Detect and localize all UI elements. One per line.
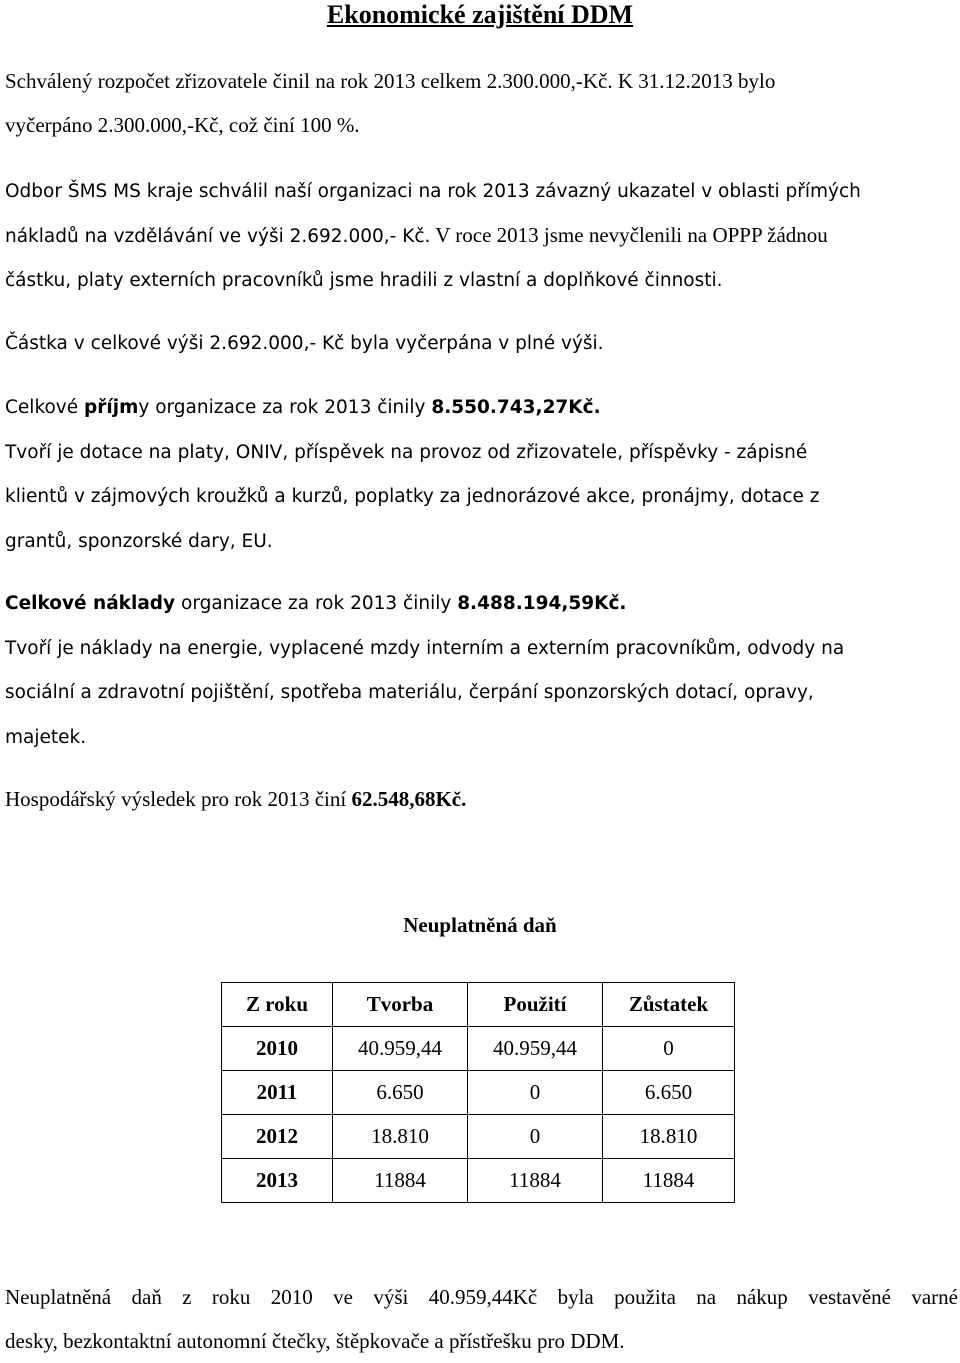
tax-usage-line-1: Neuplatněná daň z roku 2010 ve výši 40.959,44Kč byla použita na nákup vestavěné varné [5, 1276, 958, 1320]
cell-year: 2013 [222, 1159, 333, 1203]
cell-year: 2012 [222, 1115, 333, 1159]
costs-line-2: sociální a zdravotní pojištění, spotřeba materiálu, čerpání sponzorských dotací, opravy, [5, 682, 814, 703]
costs-bold-label: Celkové náklady [5, 593, 175, 614]
paragraph-result [5, 778, 958, 822]
paragraph-tax-usage [5, 1276, 958, 1363]
table-row [222, 1071, 735, 1115]
income-line-1: Tvoří je dotace na platy, ONIV, příspěvek na provoz od zřizovatele, příspěvky - zápisné [5, 442, 807, 463]
budget-line-1: Schválený rozpočet zřizovatele činil na rok 2013 celkem 2.300.000,-Kč. K 31.12.2013 bylo [5, 69, 775, 93]
table-row [222, 1159, 735, 1203]
direct-costs-line-2b: V roce 2013 jsme nevyčlenili na OPPP žádnou [435, 223, 828, 247]
paragraph-direct-costs [5, 169, 958, 303]
cell-balance: 6.650 [603, 1071, 735, 1115]
cell-creation: 11884 [333, 1159, 468, 1203]
tax-table-header-row [222, 983, 735, 1027]
costs-line-3: majetek. [5, 727, 86, 748]
table-row [222, 1027, 735, 1071]
cell-balance: 11884 [603, 1159, 735, 1203]
tax-section-title: Neuplatněná daň [0, 910, 960, 940]
page-title: Ekonomické zajištění DDM [0, 0, 960, 30]
paragraph-budget [5, 60, 958, 147]
cell-creation: 40.959,44 [333, 1027, 468, 1071]
direct-costs-line-1: Odbor ŠMS MS kraje schválil naší organizaci na rok 2013 závazný ukazatel v oblasti přímých [5, 181, 861, 202]
paragraph-income [5, 385, 958, 563]
result-amount: 62.548,68Kč. [351, 787, 466, 811]
direct-costs-line-2a: nákladů na vzdělávání ve výši 2.692.000,- Kč. [5, 226, 430, 247]
income-line-3: grantů, sponzorské dary, EU. [5, 531, 273, 552]
paragraph-costs [5, 581, 958, 759]
table-row [222, 1115, 735, 1159]
tax-usage-line-2: desky, bezkontaktní autonomní čtečky, štěpkovače a přístřešku pro DDM. [5, 1320, 958, 1363]
header-balance: Zůstatek [603, 983, 735, 1027]
costs-after-bold: organizace za rok 2013 činily [175, 593, 457, 614]
direct-costs-line-3: částku, platy externích pracovníků jsme hradili z vlastní a doplňkové činnosti. [5, 270, 723, 291]
cell-balance: 0 [603, 1027, 735, 1071]
cell-creation: 18.810 [333, 1115, 468, 1159]
cell-year: 2010 [222, 1027, 333, 1071]
cell-year: 2011 [222, 1071, 333, 1115]
income-bold-word: příjm [84, 397, 138, 418]
cell-usage: 0 [468, 1115, 603, 1159]
header-year: Z roku [222, 983, 333, 1027]
income-line-2: klientů v zájmových kroužků a kurzů, poplatky za jednorázové akce, pronájmy, dotace z [5, 486, 820, 507]
income-lead: Celkové [5, 397, 84, 418]
cell-usage: 40.959,44 [468, 1027, 603, 1071]
income-after-bold: y organizace za rok 2013 činily [138, 397, 431, 418]
cell-usage: 0 [468, 1071, 603, 1115]
cell-usage: 11884 [468, 1159, 603, 1203]
paragraph-amount-used: Částka v celkové výši 2.692.000,- Kč byla vyčerpána v plné výši. [5, 322, 958, 366]
income-amount: 8.550.743,27Kč. [431, 397, 600, 418]
budget-line-2: vyčerpáno 2.300.000,-Kč, což činí 100 %. [5, 113, 360, 137]
cell-balance: 18.810 [603, 1115, 735, 1159]
cell-creation: 6.650 [333, 1071, 468, 1115]
costs-amount: 8.488.194,59Kč. [457, 593, 626, 614]
costs-line-1: Tvoří je náklady na energie, vyplacené mzdy interním a externím pracovníkům, odvody na [5, 638, 844, 659]
header-creation: Tvorba [333, 983, 468, 1027]
result-text: Hospodářský výsledek pro rok 2013 činí [5, 787, 351, 811]
header-usage: Použití [468, 983, 603, 1027]
tax-table [221, 982, 735, 1203]
